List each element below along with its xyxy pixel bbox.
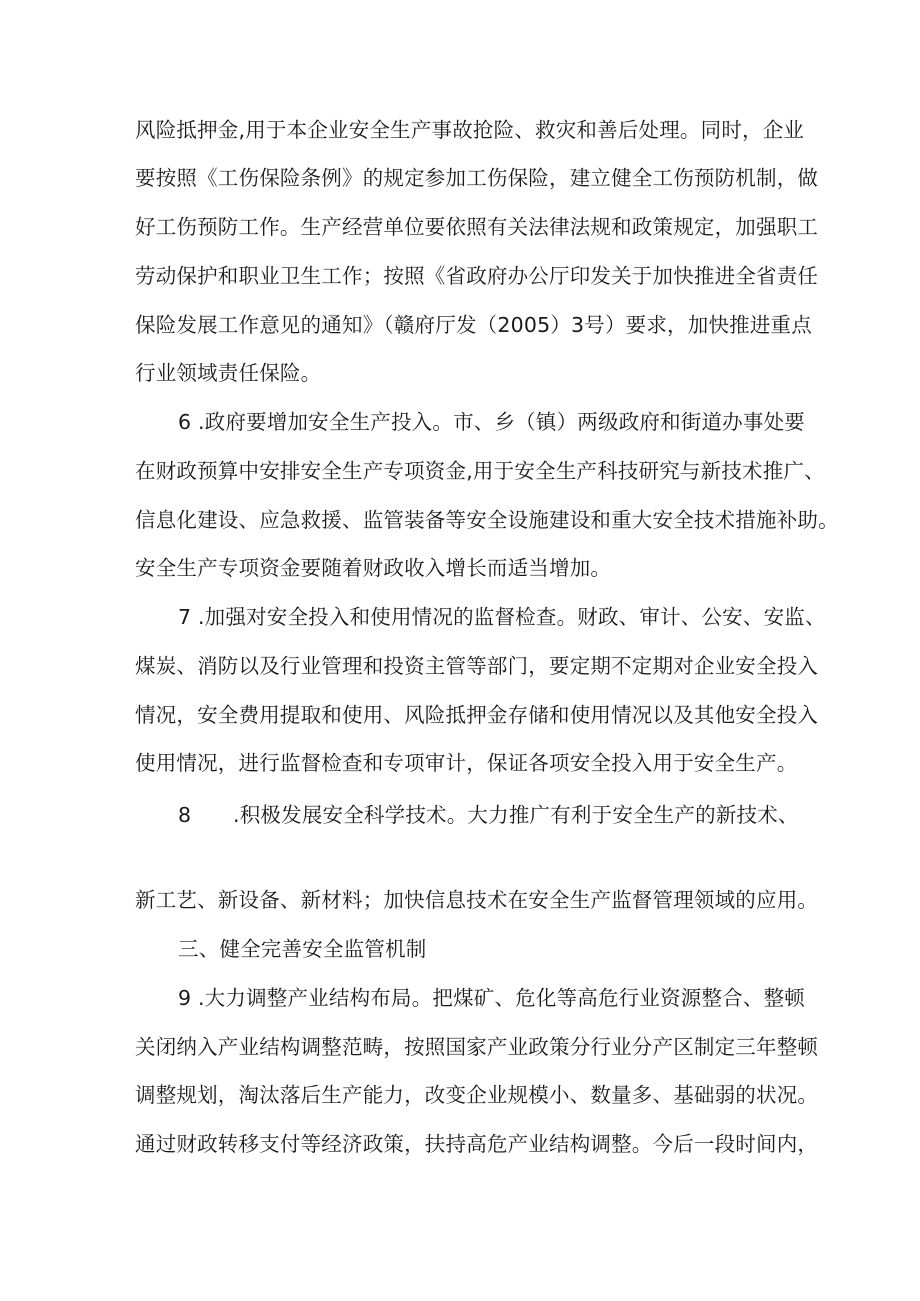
text-line: 9 .大力调整产业结构布局。把煤矿、危化等高危行业资源整合、整顿 — [178, 986, 805, 1010]
text-line: 7 .加强对安全投入和使用情况的监督检查。财政、审计、公安、安监、 — [178, 605, 826, 629]
text-line: 好工伤预防工作。生产经营单位要依照有关法律法规和政策规定，加强职工 — [135, 215, 819, 239]
text-line: 要按照《工伤保险条例》的规定参加工伤保险，建立健全工伤预防机制，做 — [135, 166, 819, 190]
text-line: 信息化建设、应急救援、监管装备等安全设施建设和重大安全技术措施补助。 — [135, 508, 839, 532]
text-line: 调整规划，淘汰落后生产能力，改变企业规模小、数量多、基础弱的状况。 — [135, 1083, 819, 1107]
text-line: 风险抵押金,用于本企业安全生产事故抢险、救灾和善后处理。同时，企业 — [135, 118, 805, 142]
text-line: 关闭纳入产业结构调整范畴，按照国家产业政策分行业分产区制定三年整顿 — [135, 1035, 819, 1059]
text-line: 在财政预算中安排安全生产专项资金,用于安全生产科技研究与新技术推广、 — [135, 459, 825, 483]
section-heading: 三、健全完善安全监管机制 — [178, 937, 427, 961]
text-line: 行业领域责任保险。 — [135, 361, 322, 385]
text-line: 情况，安全费用提取和使用、风险抵押金存储和使用情况以及其他安全投入 — [135, 703, 819, 727]
text-line: 新工艺、新设备、新材料；加快信息技术在安全生产监督管理领域的应用。 — [135, 888, 819, 912]
text-line: .积极发展安全科学技术。大力推广有利于安全生产的新技术、 — [233, 803, 799, 827]
text-line: 安全生产专项资金要随着财政收入增长而适当增加。 — [135, 556, 612, 580]
text-line: 使用情况，进行监督检查和专项审计，保证各项安全投入用于安全生产。 — [135, 751, 798, 775]
text-line: 保险发展工作意见的通知》（赣府厅发（2005）3号）要求，加快推进重点 — [135, 313, 812, 337]
text-line: 劳动保护和职业卫生工作；按照《省政府办公厅印发关于加快推进全省责任 — [135, 264, 819, 288]
text-line: 煤炭、消防以及行业管理和投资主管等部门，要定期不定期对企业安全投入 — [135, 654, 819, 678]
item-number: 8 — [178, 803, 192, 827]
text-line: 通过财政转移支付等经济政策，扶持高危产业结构调整。今后一段时间内， — [135, 1132, 819, 1156]
text-line: 6 .政府要增加安全生产投入。市、乡（镇）两级政府和街道办事处要 — [178, 410, 805, 434]
